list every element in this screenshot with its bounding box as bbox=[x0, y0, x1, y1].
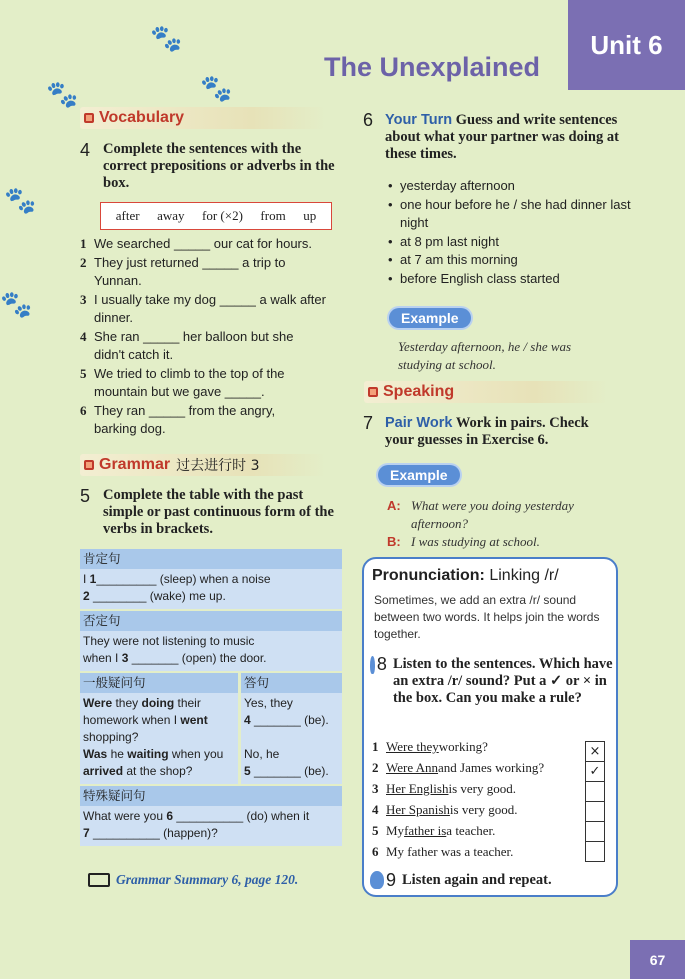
pronunciation-box bbox=[362, 557, 618, 897]
unit-tab: Unit 6 bbox=[568, 0, 685, 90]
paw-print-icon: 🐾 bbox=[46, 80, 79, 110]
list-item: 6 They ran _____ from the angry, barking dog. bbox=[80, 402, 276, 436]
list-item: 4 Her Spanish is very good. bbox=[372, 802, 518, 817]
word-box-item: away bbox=[157, 208, 185, 223]
list-item: 4 She ran _____ her balloon but she didn't catch it. bbox=[80, 328, 294, 362]
list-item: • at 8 pm last night bbox=[388, 233, 499, 249]
exercise-number: 4 bbox=[80, 140, 91, 160]
exercise-number: 7 bbox=[363, 413, 374, 433]
list-item: 1 We searched _____ our cat for hours. bbox=[80, 236, 312, 251]
paw-print-icon: 🐾 bbox=[4, 186, 37, 216]
answer-checkbox[interactable]: ✓ bbox=[585, 761, 605, 782]
example-badge: Example bbox=[389, 308, 471, 328]
example-text: Yesterday afternoon, he / she was studying at school. bbox=[398, 339, 572, 372]
table-cell: Yes, they 4 _______ (be). No, he 5 _______ (be). bbox=[241, 693, 342, 784]
word-box-item: after bbox=[115, 208, 140, 223]
list-item: 6 My father was a teacher. bbox=[372, 844, 514, 859]
table-header: 肯定句 bbox=[80, 549, 342, 569]
speaking-heading: Speaking bbox=[364, 381, 608, 403]
list-item: 2 They just returned _____ a trip to Yunnan. bbox=[80, 254, 286, 288]
list-item: 2 Were Ann and James working? bbox=[372, 760, 545, 775]
pronunciation-text: Sometimes, we add an extra /r/ sound between two words. It helps join the words together. bbox=[374, 593, 600, 641]
answer-checkbox[interactable] bbox=[585, 801, 605, 822]
arrow-right-icon bbox=[88, 873, 110, 887]
answer-checkbox[interactable] bbox=[585, 821, 605, 842]
pronunciation-items bbox=[372, 736, 544, 862]
vocabulary-instruction: Complete the sentences with the correct prepositions or adverbs in the box. bbox=[103, 141, 335, 191]
paw-print-icon: 🐾 bbox=[0, 290, 33, 320]
list-item: 1 Were they working? bbox=[372, 739, 488, 754]
your-turn-instruction: Your Turn Guess and write sentences about what your partner was doing at these times. bbox=[385, 112, 619, 162]
example-badge: Example bbox=[378, 465, 460, 485]
table-header: 否定句 bbox=[80, 611, 342, 631]
answer-checkbox[interactable] bbox=[585, 781, 605, 802]
word-box-item: up bbox=[303, 208, 317, 223]
audio-icon bbox=[370, 871, 384, 889]
exercise-number: 5 bbox=[80, 486, 91, 506]
speaking-instruction: Pair Work Work in pairs. Check your guesses in Exercise 6. bbox=[385, 415, 589, 448]
grammar-instruction: Complete the table with the past simple or past continuous form of the verbs in brackets. bbox=[103, 487, 334, 537]
list-item: 3 I usually take my dog _____ a walk after dinner. bbox=[80, 291, 326, 325]
table-header: 特殊疑问句 bbox=[80, 786, 342, 806]
answer-checkbox[interactable]: × bbox=[585, 741, 605, 762]
section-bullet-icon bbox=[368, 387, 378, 397]
word-box bbox=[100, 202, 332, 230]
table-header: 答句 bbox=[241, 673, 342, 693]
section-bullet-icon bbox=[84, 113, 94, 123]
section-bullet-icon bbox=[84, 460, 94, 470]
grammar-summary-link[interactable]: Grammar Summary 6, page 120. bbox=[88, 872, 298, 888]
word-box-item: from bbox=[260, 208, 286, 223]
grammar-table bbox=[80, 549, 342, 848]
exercise-number: 6 bbox=[363, 110, 374, 130]
list-item: • yesterday afternoon bbox=[388, 178, 515, 193]
dialogue: A: What were you doing yesterday afternoon? B: I was studying at school. bbox=[387, 498, 574, 549]
table-cell: I 1_________ (sleep) when a noise 2 ________ (wake) me up. bbox=[80, 569, 342, 609]
audio-icon bbox=[370, 656, 375, 674]
page-title: The Unexplained bbox=[324, 52, 541, 82]
table-cell: They were not listening to music when I 3 _______ (open) the door. bbox=[80, 631, 342, 671]
exercise-8: 8 Listen to the sentences. Which have an extra /r/ sound? Put a ✓ or × in the box. Can you make a rule? bbox=[370, 656, 614, 707]
page-number: 67 bbox=[630, 940, 685, 979]
list-item: 3 Her English is very good. bbox=[372, 781, 516, 796]
answer-checkbox[interactable] bbox=[585, 841, 605, 862]
paw-print-icon: 🐾 bbox=[150, 24, 183, 54]
list-item: • at 7 am this morning bbox=[388, 252, 518, 267]
table-header: 一般疑问句 bbox=[80, 673, 238, 693]
table-cell: Were they doing their homework when I went shopping? Was he waiting when you arrived at the shop? bbox=[80, 693, 238, 784]
list-item: 5 We tried to climb to the top of the mountain but we gave _____. bbox=[80, 365, 285, 399]
paw-print-icon: 🐾 bbox=[200, 74, 233, 104]
list-item: • before English class started bbox=[388, 270, 560, 286]
table-cell: What were you 6 __________ (do) when it 7 __________ (happen)? bbox=[80, 806, 342, 846]
vocabulary-items bbox=[80, 235, 335, 439]
grammar-heading: Grammar 过去进行时 3 bbox=[80, 454, 326, 476]
exercise-9: 9 Listen again and repeat. bbox=[370, 871, 614, 889]
word-box-item: for (×2) bbox=[202, 208, 243, 223]
list-item: 5 My father is a teacher. bbox=[372, 823, 496, 838]
vocabulary-heading: Vocabulary bbox=[80, 107, 326, 129]
answer-boxes bbox=[585, 742, 605, 862]
list-item: • one hour before he / she had dinner last night bbox=[388, 196, 631, 230]
pronunciation-title: Pronunciation: Linking /r/ bbox=[372, 567, 559, 584]
time-bullets bbox=[388, 177, 632, 288]
